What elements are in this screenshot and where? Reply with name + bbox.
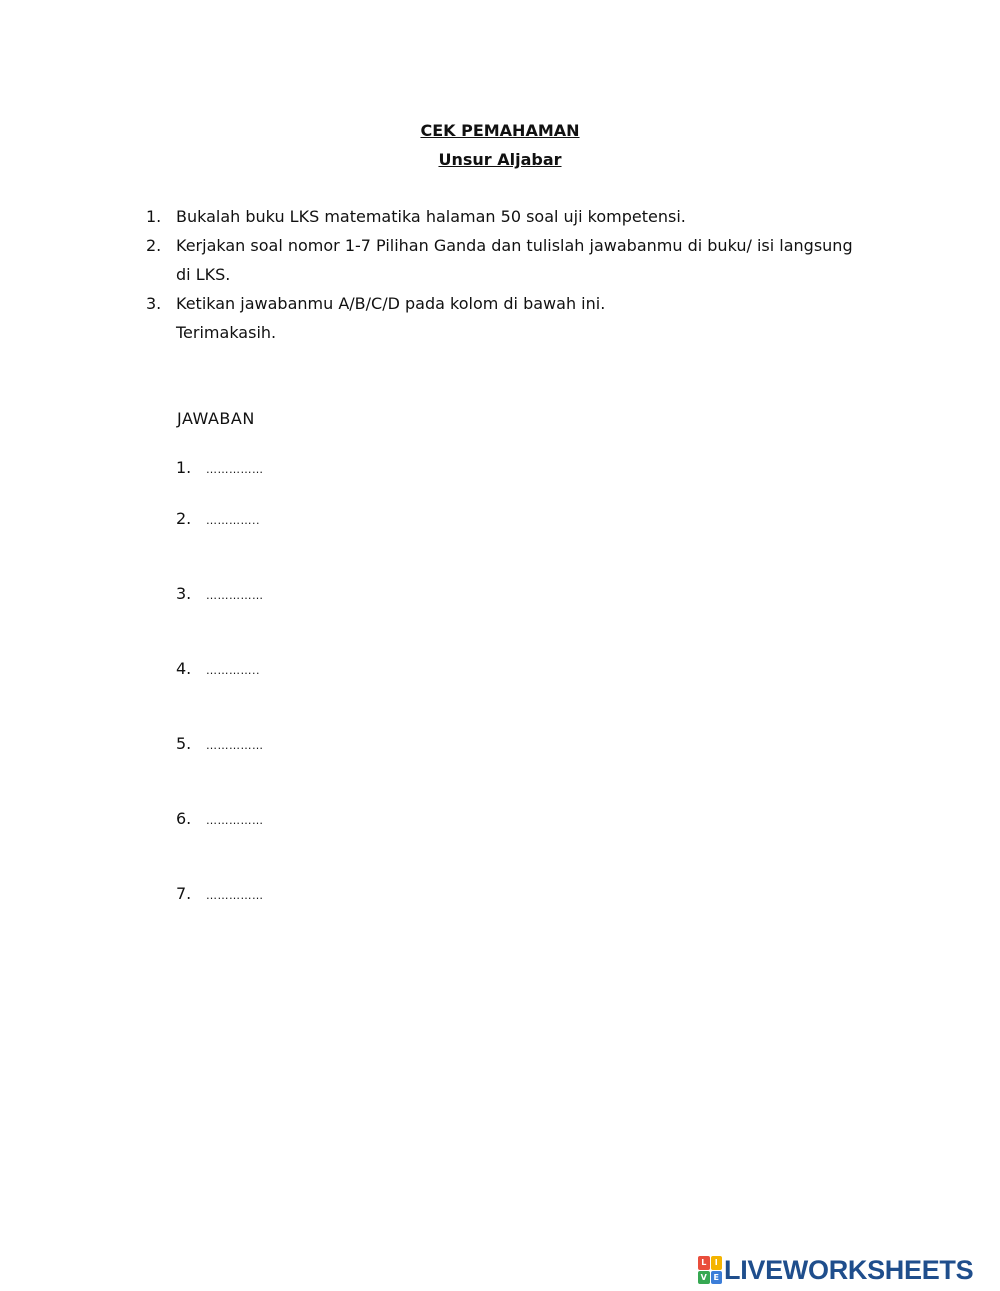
answer-number: 5. (176, 734, 192, 753)
logo-badge-letter: E (711, 1271, 723, 1285)
answer-row (176, 659, 260, 678)
instruction-text: Kerjakan soal nomor 1-7 Pilihan Ganda dan tulislah jawabanmu di buku/ isi langsung (176, 236, 853, 255)
answers-heading: JAWABAN (177, 409, 255, 428)
answer-number: 7. (176, 884, 192, 903)
page-subtitle: Unsur Aljabar (438, 150, 562, 169)
instruction-text: Ketikan jawabanmu A/B/C/D pada kolom di bawah ini. (176, 294, 606, 313)
answer-number: 6. (176, 809, 192, 828)
logo-badge-icon (698, 1256, 722, 1284)
answer-row (176, 809, 264, 828)
instruction-number: 3. (146, 294, 162, 313)
answer-row (176, 509, 260, 528)
answer-row (176, 734, 264, 753)
liveworksheets-logo (698, 1254, 973, 1286)
answer-blank-field[interactable]: ………….. (206, 664, 260, 677)
instruction-number: 1. (146, 207, 162, 226)
closing-text: Terimakasih. (176, 323, 277, 342)
instruction-text: di LKS. (176, 265, 231, 284)
answer-blank-field[interactable]: ………….. (206, 514, 260, 527)
answer-blank-field[interactable]: …………… (206, 889, 264, 902)
logo-text: LIVEWORKSHEETS (724, 1254, 974, 1285)
logo-badge-letter: L (698, 1256, 710, 1270)
answer-row (176, 458, 264, 477)
answer-blank-field[interactable]: …………… (206, 739, 264, 752)
answer-blank-field[interactable]: …………… (206, 814, 264, 827)
answer-blank-field[interactable]: …………… (206, 463, 264, 476)
answer-row (176, 584, 264, 603)
instruction-number: 2. (146, 236, 162, 255)
instruction-text: Bukalah buku LKS matematika halaman 50 soal uji kompetensi. (176, 207, 686, 226)
answer-number: 2. (176, 509, 192, 528)
logo-badge-letter: I (711, 1256, 723, 1270)
answer-number: 3. (176, 584, 192, 603)
answer-number: 4. (176, 659, 192, 678)
answer-blank-field[interactable]: …………… (206, 589, 264, 602)
logo-badge-letter: V (698, 1271, 710, 1285)
page-title: CEK PEMAHAMAN (420, 121, 580, 140)
answer-row (176, 884, 264, 903)
answer-number: 1. (176, 458, 192, 477)
